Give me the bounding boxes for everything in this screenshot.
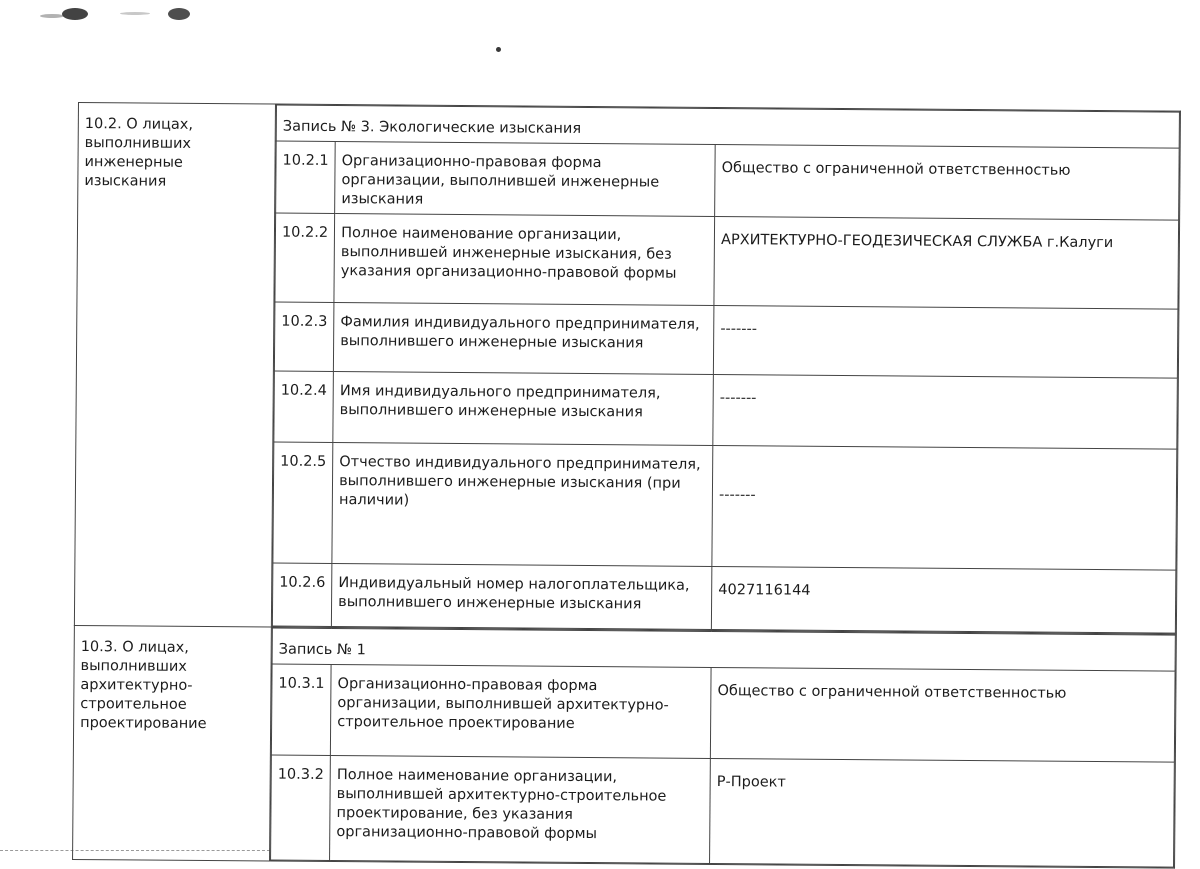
row-number: 10.3.2 <box>271 755 331 860</box>
row-label: Организационно-правовая форма организации, выполнившей архитектурно-строительное проектирование <box>331 665 712 759</box>
section-row-10-2 <box>74 103 1180 635</box>
section-body-10-3 <box>270 627 1177 868</box>
row-label: Полное наименование организации, выполнившей инженерные изыскания, без указания организационно-правовой формы <box>334 214 715 306</box>
row-value: АРХИТЕКТУРНО-ГЕОДЕЗИЧЕСКАЯ СЛУЖБА г.Калуги <box>714 217 1179 310</box>
row-number: 10.2.6 <box>272 563 332 626</box>
inner-table-10-3 <box>270 628 1176 868</box>
inner-table-10-2 <box>272 105 1180 634</box>
record-title-10-3: Запись № 1 <box>272 628 1175 671</box>
scan-speck <box>120 12 150 15</box>
scan-speck <box>168 8 190 20</box>
row-label: Организационно-правовая форма организации, выполнившей инженерные изыскания <box>335 142 716 217</box>
scan-speck <box>40 14 64 18</box>
row-value: Р-Проект <box>710 758 1175 867</box>
table-row <box>272 563 1175 633</box>
row-value: ------- <box>713 374 1177 449</box>
row-number: 10.2.4 <box>274 371 334 442</box>
row-label: Индивидуальный номер налогоплательщика, выполнившего инженерные изыскания <box>332 564 712 630</box>
row-number: 10.3.1 <box>271 664 331 755</box>
row-number: 10.2.2 <box>275 213 335 302</box>
row-label: Фамилия индивидуального предпринимателя, выполнившего инженерные изыскания <box>334 303 715 375</box>
row-label: Имя индивидуального предпринимателя, выполнившего инженерные изыскания <box>333 372 714 446</box>
document-table <box>72 102 1181 869</box>
section-title-10-3: 10.3. О лицах, выполнивших архитектурно-строительное проектирование <box>73 625 272 861</box>
row-label: Полное наименование организации, выполнившей архитектурно-строительное проектирование, без указания организационно-правовой формы <box>330 756 711 864</box>
table-row <box>274 371 1178 449</box>
row-number: 10.2.3 <box>274 302 334 371</box>
table-row <box>271 664 1175 762</box>
table-row <box>274 302 1178 378</box>
scan-speck <box>496 47 501 52</box>
row-value: Общество с ограниченной ответственностью <box>715 145 1179 221</box>
record-title-10-2: Запись № 3. Экологические изыскания <box>276 105 1179 148</box>
row-value: 4027116144 <box>712 566 1176 633</box>
table-row <box>276 141 1180 220</box>
table-row <box>271 755 1175 867</box>
row-value: Общество с ограниченной ответственностью <box>710 667 1175 762</box>
row-number: 10.2.1 <box>276 141 336 213</box>
row-value: ------- <box>712 445 1177 570</box>
section-row-10-3 <box>73 625 1177 868</box>
table-row <box>273 442 1177 570</box>
row-label: Отчество индивидуального предпринимателя, выполнившего инженерные изыскания (при наличии) <box>332 443 713 567</box>
scan-speck <box>62 8 88 20</box>
section-body-10-2 <box>271 104 1180 634</box>
row-value: ------- <box>714 306 1178 379</box>
table-row <box>275 213 1179 309</box>
row-number: 10.2.5 <box>273 442 333 563</box>
section-title-10-2: 10.2. О лицах, выполнивших инженерные изыскания <box>74 103 275 628</box>
